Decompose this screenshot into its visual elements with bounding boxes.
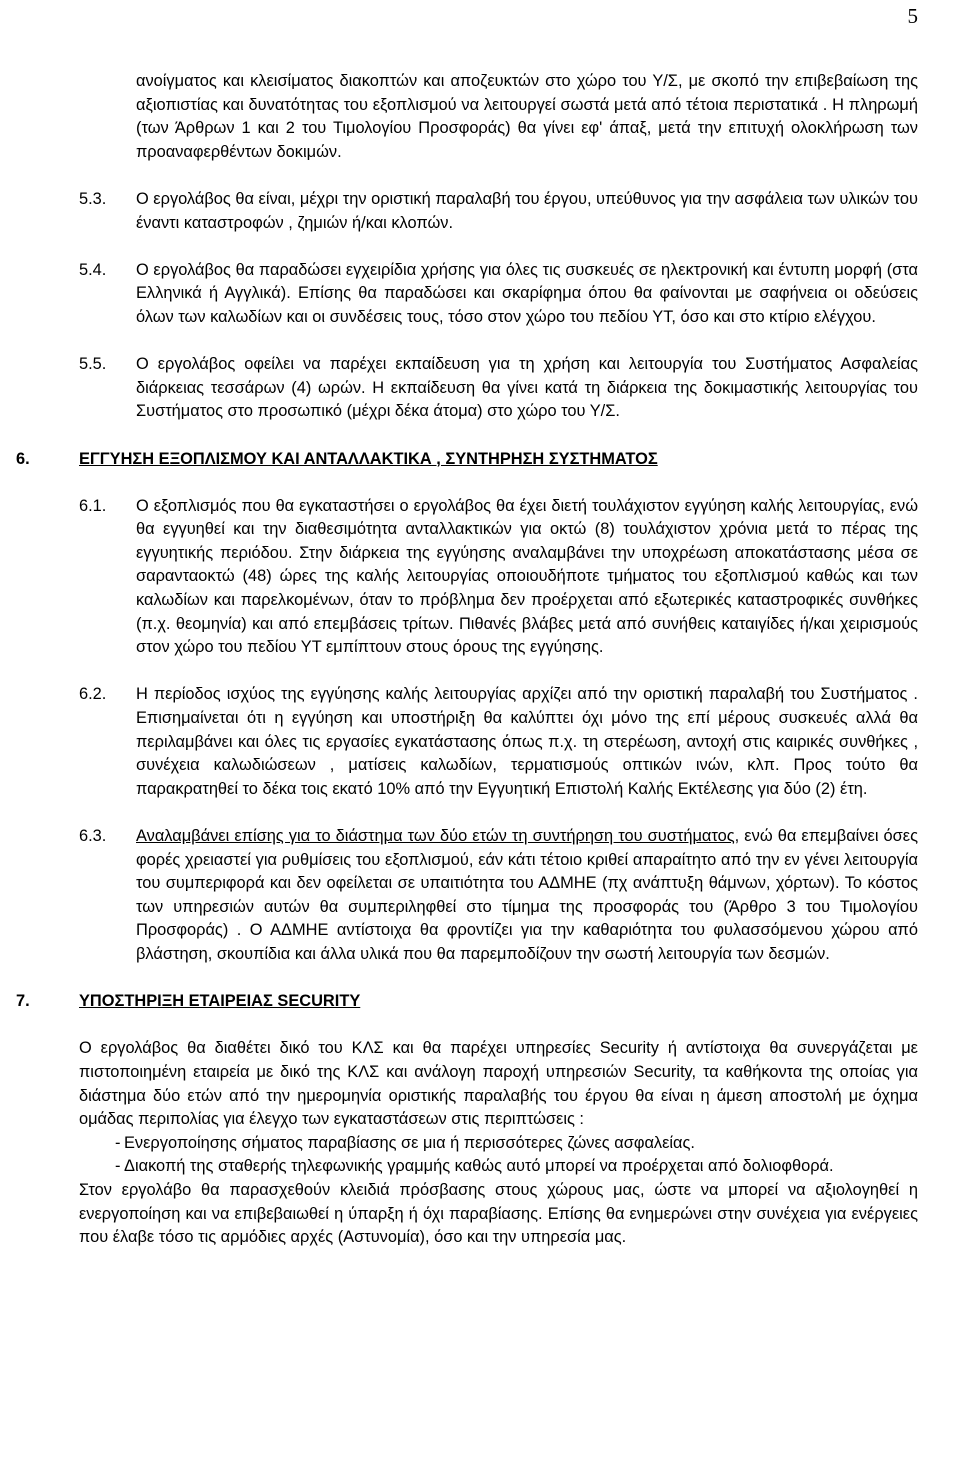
section-7-intro: Ο εργολάβος θα διαθέτει δικό του ΚΛΣ και θα παρέχει υπηρεσίες Security ή αντίστοιχα θα συνεργάζεται με πιστοποιημένη εταιρεία με δικό της ΚΛΣ και ανάλογη παροχή υπηρεσιών Security, τα καθήκοντα της οποίας για διάστημα δύο ετών από την ημερομηνία οριστικής παραλαβής του έργου θα είναι η άμεση αποστολή με όχημα ομάδας περιπολίας για έλεγχο των εγκαταστάσεων στις περιπτώσεις :: [79, 1039, 918, 1129]
list-item: [79, 1132, 918, 1156]
paragraph-6-1: [0, 495, 960, 660]
paragraph-text: Ο εξοπλισμός που θα εγκαταστήσει ο εργολάβος θα έχει διετή τουλάχιστον εγγύηση καλής λειτουργίας, ενώ θα εγγυηθεί και την διαθεσιμότητα ανταλλακτικών για οκτώ (8) τουλάχιστον χρόνια μετά το πέρας της εγγυητικής περιόδου. Στην διάρκεια της εγγύησης αναλαμβάνει την υποχρέωση αποκατάστασης μέσα σε σαρανταοκτώ (48) ώρες της καλής λειτουργίας οποιουδήποτε τμήματος του εξοπλισμού καθώς και των καλωδίων και παρελκομένων, όταν το πρόβλημα δεν προέρχεται από εξωτερικές καταστροφικές συνθήκες (π.χ. θεομηνία) και από επεμβάσεις τρίτων. Πιθανές βλάβες μετά από συνήθεις καταιγίδες ή/και χειρισμούς στον χώρο του πεδίου ΥΤ εμπίπτουν στους όρους της εγγύησης.: [136, 496, 918, 657]
paragraph-text: Η περίοδος ισχύος της εγγύησης καλής λειτουργίας αρχίζει από την οριστική παραλαβή του Συστήματος . Επισημαίνεται ότι η εγγύηση και υποστήριξη θα καλύπτει όχι μόνο της επί μέρους συσκευές αλλά θα περιλαμβάνει και όλες τις εργασίες εγκατάστασης όπως π.χ. τη στερέωση, αντοχή στις καιρικές συνθήκες , συνέχεια καλωδιώσεων , ματίσεις καλωδίων, τερματισμούς οπτικών ινών, κλπ. Προς τούτο θα παρακρατηθεί το δέκα τοις εκατό 10% από την Εγγυητική Επιστολή Καλής Εκτέλεσης για δύο (2) έτη.: [136, 685, 918, 798]
section-6-heading: [0, 448, 960, 472]
paragraph-text: Ο εργολάβος οφείλει να παρέχει εκπαίδευση για τη χρήση και λειτουργία του Συστήματος Ασφαλείας διάρκειας τεσσάρων (4) ωρών. Η εκπαίδευση θα γίνει κατά τη διάρκεια της δοκιμαστικής λειτουργίας του Συστήματος στο προσωπικό (μέχρι δέκα άτομα) στο χώρο του Υ/Σ.: [136, 355, 918, 421]
paragraph-number: 6.3.: [79, 827, 107, 845]
list-item-text: Διακοπή της σταθερής τηλεφωνικής γραμμής καθώς αυτό μπορεί να προέρχεται από δολιοφθορά.: [124, 1157, 834, 1176]
paragraph-5-3: [0, 188, 960, 235]
page-number: 5: [907, 4, 918, 28]
paragraph-text: Η πληρωμή (των Άρθρων 1 και 2 του Τιμολογίου Προσφοράς) θα γίνει εφ' άπαξ, μετά την επιτυχή ολοκλήρωση των προαναφερθέντων δοκιμών.: [136, 95, 918, 161]
paragraph-number: 5.3.: [79, 189, 107, 208]
paragraph-6-3: [0, 825, 960, 967]
section-number: 7.: [16, 992, 30, 1011]
list-dash: -: [115, 1133, 121, 1152]
paragraph-text-underlined: Αναλαμβάνει επίσης για το διάστημα των δύο ετών τη συντήρηση του συστήματος: [136, 827, 735, 845]
paragraph-number: 6.1.: [79, 496, 107, 515]
paragraph-text: Ο εργολάβος θα είναι, μέχρι την οριστική παραλαβή του έργου, υπεύθυνος για την ασφάλεια των υλικών του έναντι καταστροφών , ζημιών ή/και κλοπών.: [136, 189, 918, 232]
paragraph-number: 6.2.: [79, 685, 107, 704]
paragraph-5-5: [0, 353, 960, 424]
paragraph-text: ανοίγματος και κλεισίματος διακοπτών και αποζευκτών στο χώρο του Υ/Σ, με σκοπό την επιβεβαίωση της αξιοπιστίας και δυνατότητας του εξοπλισμού να λειτουργεί σωστά μετά από τέτοια περιστατικά .: [136, 72, 918, 114]
paragraph-number: 5.4.: [79, 260, 107, 279]
section-title: ΥΠΟΣΤΗΡΙΞΗ ΕΤΑΙΡΕΙΑΣ SECURITY: [79, 992, 361, 1011]
paragraph-6-2: [0, 683, 960, 801]
list-item: [79, 1155, 918, 1179]
list-dash: -: [115, 1157, 121, 1176]
paragraph-5-2-continuation: [0, 70, 960, 164]
paragraph-text: Ο εργολάβος θα παραδώσει εγχειρίδια χρήσης για όλες τις συσκευές σε ηλεκτρονική και έντυπη μορφή (στα Ελληνικά ή Αγγλικά). Επίσης θα παραδώσει και σκαρίφημα όπου θα φαίνονται με σαφήνεια οι οδεύσεις όλων των καλωδίων και οι συνδέσεις τους, τόσο στον χώρο του πεδίου ΥΤ, όσο και στο κτίριο ελέγχου.: [136, 260, 918, 326]
paragraph-number: 5.5.: [79, 355, 107, 374]
section-7-list: [0, 1132, 960, 1179]
paragraph-5-4: [0, 259, 960, 330]
section-number: 6.: [16, 449, 30, 468]
section-title: ΕΓΓΥΗΣΗ ΕΞΟΠΛΙΣΜΟΥ ΚΑΙ ΑΝΤΑΛΛΑΚΤΙΚΑ , ΣΥΝΤΗΡΗΣΗ ΣΥΣΤΗΜΑΤΟΣ: [79, 449, 658, 468]
section-7-heading: [0, 990, 960, 1014]
list-item-text: Ενεργοποίησης σήματος παραβίασης σε μια ή περισσότερες ζώνες ασφαλείας.: [124, 1133, 695, 1152]
paragraph-text: , ενώ θα επεμβαίνει όσες φορές χρειαστεί για ρυθμίσεις του εξοπλισμού, εάν κάτι τέτοιο κριθεί απαραίτητο από την εν γένει λειτουργία του συμπεριφορά και δεν οφείλεται σε υπαιτιότητα του ΑΔΜΗΕ (πχ ανάπτυξη θάμνων, χόρτων). Το κόστος των υπηρεσιών αυτών θα συμπεριληφθεί στο τίμημα της προσφοράς του (Άρθρο 3 του Τιμολογίου Προσφοράς) . Ο ΑΔΜΗΕ αντίστοιχα θα φροντίζει για την καθαριότητα του φυλασσόμενου χώρου από βλάστηση, σκουπίδια και άλλα υλικά που θα παρεμποδίζουν την σωστή λειτουργία των δεσμών.: [136, 827, 918, 963]
section-7-outro: Στον εργολάβο θα παρασχεθούν κλειδιά πρόσβασης στους χώρους μας, ώστε να μπορεί να αξιολογηθεί η ενεργοποίηση και να επιβεβαιωθεί η ύπαρξη ή όχι παραβίασης. Επίσης θα ενημερώνει στην συνέχεια για ενέργειες που έλαβε τόσο τις αρμόδιες αρχές (Αστυνομία), όσο και την υπηρεσία μας.: [79, 1180, 918, 1247]
document-body: [0, 70, 960, 1250]
